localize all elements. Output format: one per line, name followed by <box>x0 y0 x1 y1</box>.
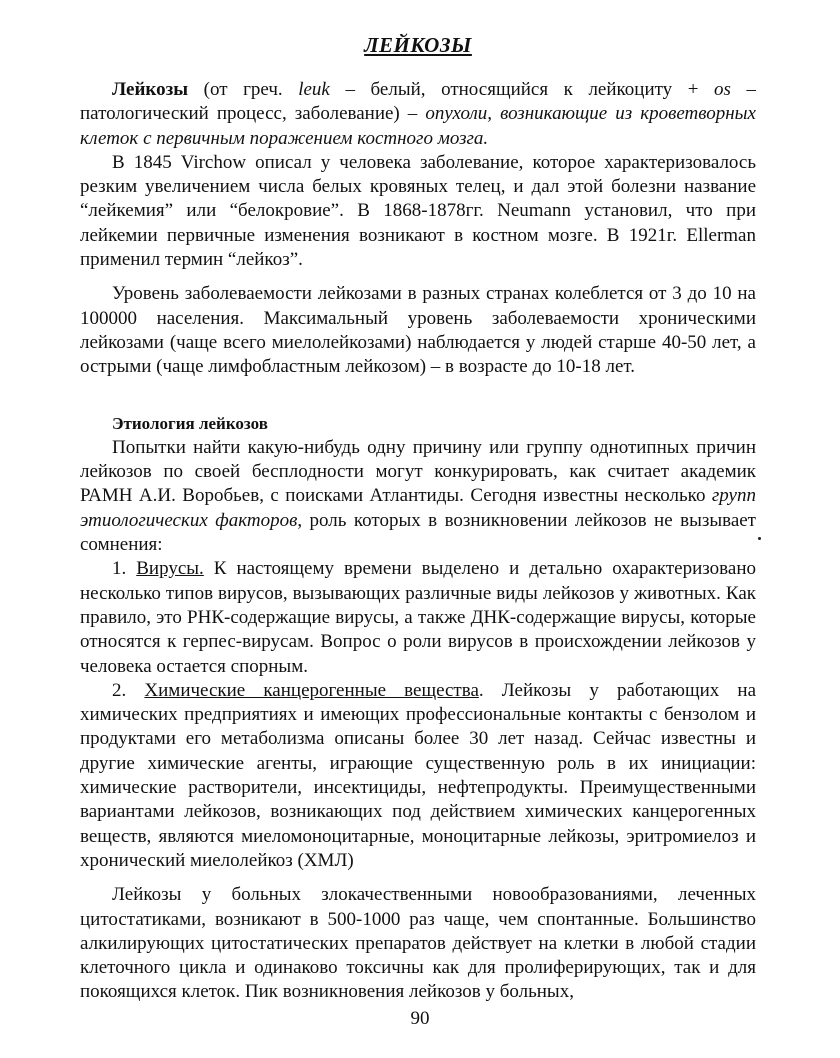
list-item-number: 1. <box>112 558 137 580</box>
list-item-title: Вирусы. <box>136 558 204 580</box>
etiology-emphasis: групп этиологических факторов <box>80 485 756 531</box>
list-item-number: 2. <box>112 679 145 701</box>
etiology-text-end: , роль которых в возникновении лейкозов не вызывает сомнения: <box>80 509 756 556</box>
list-item-chemicals <box>80 679 756 873</box>
intro-text-3: – патологический процесс, заболевание) – <box>80 79 757 125</box>
etiology-paragraph <box>80 436 756 557</box>
etiology-text-start: Попытки найти какую-нибудь одну причину или группу однотипных причин лейкозов по своей бесплодности могут конкурировать, как считает академик РАМН А.И. Воробьев, с поисками Атлантиды. Сегодня известны несколько <box>80 436 756 507</box>
document-page <box>80 30 756 1005</box>
page-number: 90 <box>410 1008 430 1029</box>
list-item-title: Химические канцерогенные вещества <box>144 679 479 701</box>
intro-text-2: – белый, относящийся к лейкоциту + <box>329 79 715 100</box>
history-paragraph: В 1845 Virchow описал у человека заболевание, которое характеризовалось резким увеличением числа белых кровяных телец, и дал этой болезни название “лейкемия” или “белокровие”. В 1868-1878гг. Neumann установил, что при лейкемии первичные изменения возникают в костном мозге. В 1921г. Ellerman применил термин “лейкоз”. <box>80 151 756 271</box>
list-item-viruses <box>80 557 756 678</box>
intro-leuk: leuk <box>298 79 330 100</box>
intro-definition: опухоли, возникающие из кроветворных клеток с первичным поражением костного мозга. <box>80 103 756 149</box>
page-title: ЛЕЙКОЗЫ <box>364 33 472 57</box>
etiology-heading: Этиология лейкозов <box>112 413 268 433</box>
scan-speck <box>758 537 761 540</box>
intro-paragraph <box>80 78 756 151</box>
list-item-text: . Лейкозы у работающих на химических предприятиях и имеющих профессиональные контакты с бензолом и продуктами его метаболизма описаны более 30 лет назад. Сейчас известны и другие химические агенты, играющие существенную роль в их инициации: химические растворители, инсектициды, нефтепродукты. Преимущественными вариантами лейкозов, возникающих под действием химических канцерогенных веществ, являются миеломоноцитарные, моноцитарные лейкозы, эритромиелоз и хронический миелолейкоз (ХМЛ) <box>80 679 757 871</box>
incidence-paragraph: Уровень заболеваемости лейкозами в разных странах колеблется от 3 до 10 на 100000 населения. Максимальный уровень заболеваемости хроническими лейкозами (чаще всего миелолейкозами) наблюдается у людей старше 40-50 лет, а острыми (чаще лимфобластным лейкозом) – в возрасте до 10-18 лет. <box>80 283 756 378</box>
intro-term: Лейкозы <box>112 79 189 100</box>
intro-os: os <box>714 79 731 100</box>
list-item-text: К настоящему времени выделено и детально охарактеризовано несколько типов вирусов, вызывающих различные виды лейкозов у животных. Как правило, это РНК-содержащие вирусы, а также ДНК-содержащие вирусы, которые относятся к герпес-вирусам. Вопрос о роли вирусов в происхождении лейкозов у человека остается спорным. <box>80 558 757 677</box>
cytostatics-paragraph: Лейкозы у больных злокачественными новообразованиями, леченных цитостатиками, возникают в 500-1000 раз чаще, чем спонтанные. Большинство алкилирующих цитостатических препаратов действует на клетки в любой стадии клеточного цикла и одинаково токсичны как для пролиферирующих, так и для покоящихся клеток. Пик возникновения лейкозов у больных, <box>80 884 756 1003</box>
intro-text-1: (от греч. <box>188 79 299 100</box>
